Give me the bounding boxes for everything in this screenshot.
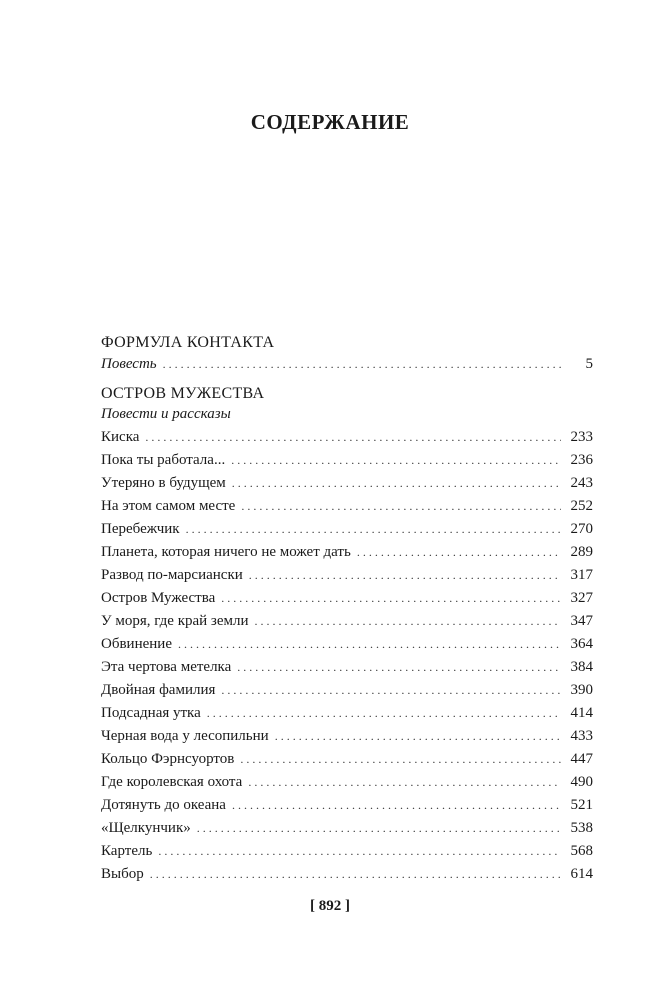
page-ref: 289 (570, 544, 593, 560)
entry-title: Дотянуть до океана (101, 797, 226, 813)
toc-row (101, 817, 593, 840)
toc-row (101, 495, 593, 518)
page-ref: 5 (585, 356, 593, 372)
entry-title: Где королевская охота (101, 774, 243, 790)
page-ref: 243 (570, 475, 593, 491)
dot-leader (207, 702, 561, 725)
dot-leader (221, 679, 561, 702)
toc-row (101, 518, 593, 541)
dot-leader (232, 794, 561, 817)
toc-row (101, 449, 593, 472)
page-ref: 317 (570, 567, 593, 583)
entry-title: Черная вода у лесопильни (101, 728, 269, 744)
entry-title: Кольцо Фэрнсуортов (101, 751, 235, 767)
dot-leader (275, 725, 561, 748)
page-ref: 327 (570, 590, 593, 606)
toc-row (101, 610, 593, 633)
section-title: ФОРМУЛА КОНТАКТА (101, 334, 275, 351)
dot-leader (158, 840, 561, 863)
dot-leader (197, 817, 561, 840)
dot-leader (248, 771, 561, 794)
entry-title: Эта чертова метелка (101, 659, 232, 675)
page-ref: 390 (570, 682, 593, 698)
page-ref: 364 (570, 636, 593, 652)
entry-title: Подсадная утка (101, 705, 201, 721)
dot-leader (255, 610, 561, 633)
dot-leader (241, 495, 561, 518)
page-ref: 447 (570, 751, 593, 767)
page-ref: 521 (570, 797, 593, 813)
entry-title: Выбор (101, 866, 144, 882)
section-subtitle: Повести и рассказы (101, 406, 231, 422)
entry-title: Киска (101, 429, 140, 445)
dot-leader (357, 541, 561, 564)
entry-title: Развод по-марсиански (101, 567, 243, 583)
entry-title: Остров Мужества (101, 590, 216, 606)
page-ref: 538 (570, 820, 593, 836)
page-ref: 614 (570, 866, 593, 882)
toc-row (101, 541, 593, 564)
page-number: [ 892 ] (310, 898, 350, 914)
toc-row (101, 656, 593, 679)
page-ref: 270 (570, 521, 593, 537)
dot-leader (186, 518, 561, 541)
toc-row (101, 679, 593, 702)
dot-leader (237, 656, 561, 679)
page-title: СОДЕРЖАНИЕ (250, 110, 410, 134)
page-ref: 433 (570, 728, 593, 744)
toc-row (101, 748, 593, 771)
toc-row (101, 794, 593, 817)
entry-title: Двойная фамилия (101, 682, 216, 698)
dot-leader (150, 863, 561, 886)
page-ref: 252 (570, 498, 593, 514)
toc-row (101, 840, 593, 863)
dot-leader (249, 564, 561, 587)
entry-title: Картель (101, 843, 153, 859)
toc-row (101, 771, 593, 794)
dot-leader (240, 748, 561, 771)
page-ref: 414 (570, 705, 593, 721)
entry-title: Перебежчик (101, 521, 180, 537)
entry-title: У моря, где край земли (101, 613, 249, 629)
page-ref: 490 (570, 774, 593, 790)
entry-title: Планета, которая ничего не может дать (101, 544, 351, 560)
dot-leader (232, 472, 561, 495)
toc-row (101, 863, 593, 886)
entry-title: «Щелкунчик» (101, 820, 191, 836)
section-subtitle: Повесть (101, 356, 157, 372)
toc-row (101, 587, 593, 610)
entry-title: Пока ты работала... (101, 452, 226, 468)
toc-section-formula (101, 333, 593, 376)
section-title: ОСТРОВ МУЖЕСТВА (101, 385, 265, 402)
toc-section-island (101, 384, 593, 886)
entry-title: Утеряно в будущем (101, 475, 226, 491)
toc-row (101, 725, 593, 748)
dot-leader (145, 426, 561, 449)
toc-row (101, 426, 593, 449)
page-ref: 347 (570, 613, 593, 629)
page-ref: 384 (570, 659, 593, 675)
toc-row (101, 472, 593, 495)
page-ref: 236 (570, 452, 593, 468)
entry-title: На этом самом месте (101, 498, 236, 514)
toc-row (101, 353, 593, 376)
page-ref: 568 (570, 843, 593, 859)
toc-row (101, 564, 593, 587)
toc-items (101, 426, 593, 886)
table-of-contents (101, 333, 593, 894)
dot-leader (178, 633, 561, 656)
dot-leader (163, 353, 561, 376)
entry-title: Обвинение (101, 636, 172, 652)
dot-leader (221, 587, 561, 610)
page-ref: 233 (570, 429, 593, 445)
toc-row (101, 702, 593, 725)
dot-leader (231, 449, 561, 472)
toc-row (101, 633, 593, 656)
